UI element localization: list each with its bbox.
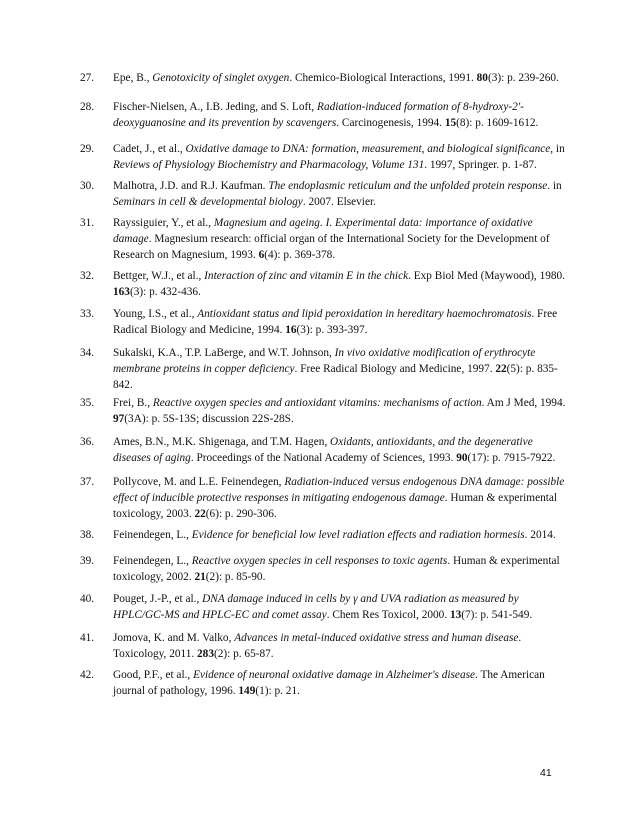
reference-number: 38.	[80, 529, 95, 541]
reference-text: Fischer-Nielsen, A., I.B. Jeding, and S. Loft, Radiation-induced formation of 8-hydroxy-2'-deoxyguanosine and its prevention by scavengers. Carcinogenesis, 1994. 15(8): p. 1609-1612.	[113, 101, 539, 129]
reference-number: 30.	[80, 180, 95, 192]
reference-text: Ames, B.N., M.K. Shigenaga, and T.M. Hagen, Oxidants, antioxidants, and the degenerative diseases of aging. Proceedings of the National Academy of Sciences, 1993. 90(17): p. 7915-7922.	[113, 436, 556, 464]
reference-text: Rayssiguier, Y., et al., Magnesium and ageing. I. Experimental data: importance of oxidative damage. Magnesium research: official organ of the International Society for the Development of Research on Magnesium, 1993. 6(4): p. 369-378.	[113, 217, 550, 261]
reference-text: Epe, B., Genotoxicity of singlet oxygen. Chemico-Biological Interactions, 1991. 80(3): p. 239-260.	[113, 72, 559, 84]
reference-number: 33.	[80, 308, 95, 320]
reference-number: 41.	[80, 632, 95, 644]
reference-text: Feinendegen, L., Reactive oxygen species in cell responses to toxic agents. Human & experimental toxicology, 2002. 21(2): p. 85-90.	[113, 555, 560, 583]
reference-number: 36.	[80, 436, 95, 448]
page-number: 41	[540, 767, 552, 779]
reference-number: 42.	[80, 669, 95, 681]
reference-number: 39.	[80, 555, 95, 567]
reference-text: Frei, B., Reactive oxygen species and antioxidant vitamins: mechanisms of action. Am J Med, 1994. 97(3A): p. 5S-13S; discussion 22S-28S.	[113, 397, 566, 425]
reference-number: 35.	[80, 397, 95, 409]
reference-number: 29.	[80, 143, 95, 155]
reference-text: Feinendegen, L., Evidence for beneficial low level radiation effects and radiation hormesis. 2014.	[113, 529, 556, 541]
reference-number: 27.	[80, 72, 95, 84]
reference-number: 32.	[80, 270, 95, 282]
reference-text: Jomova, K. and M. Valko, Advances in metal-induced oxidative stress and human disease. Toxicology, 2011. 283(2): p. 65-87.	[113, 632, 522, 660]
reference-text: Sukalski, K.A., T.P. LaBerge, and W.T. Johnson, In vivo oxidative modification of erythrocyte membrane proteins in copper deficiency. Free Radical Biology and Medicine, 1997. 22(5): p. 835-842.	[113, 347, 558, 391]
reference-text: Malhotra, J.D. and R.J. Kaufman. The endoplasmic reticulum and the unfolded protein response. in Seminars in cell & developmental biology. 2007. Elsevier.	[113, 180, 562, 208]
reference-text: Young, I.S., et al., Antioxidant status and lipid peroxidation in hereditary haemochromatosis. Free Radical Biology and Medicine, 1994. 16(3): p. 393-397.	[113, 308, 558, 336]
reference-number: 28.	[80, 101, 95, 113]
reference-text: Good, P.F., et al., Evidence of neuronal oxidative damage in Alzheimer's disease. The American journal of pathology, 1996. 149(1): p. 21.	[113, 669, 545, 697]
reference-text: Cadet, J., et al., Oxidative damage to DNA: formation, measurement, and biological significance, in Reviews of Physiology Biochemistry and Pharmacology, Volume 131. 1997, Springer. p. 1-87.	[113, 143, 565, 171]
reference-number: 40.	[80, 593, 95, 605]
reference-number: 37.	[80, 476, 95, 488]
reference-text: Pollycove, M. and L.E. Feinendegen, Radiation-induced versus endogenous DNA damage: possible effect of inducible protective responses in mitigating endogenous damage. Human & experimental toxicology, 2003. 22(6): p. 290-306.	[113, 476, 565, 520]
reference-number: 31.	[80, 217, 95, 229]
reference-number: 34.	[80, 347, 95, 359]
reference-text: Pouget, J.-P., et al., DNA damage induced in cells by γ and UVA radiation as measured by HPLC/GC-MS and HPLC-EC and comet assay. Chem Res Toxicol, 2000. 13(7): p. 541-549.	[113, 593, 533, 621]
reference-text: Bettger, W.J., et al., Interaction of zinc and vitamin E in the chick. Exp Biol Med (Maywood), 1980. 163(3): p. 432-436.	[113, 270, 565, 298]
